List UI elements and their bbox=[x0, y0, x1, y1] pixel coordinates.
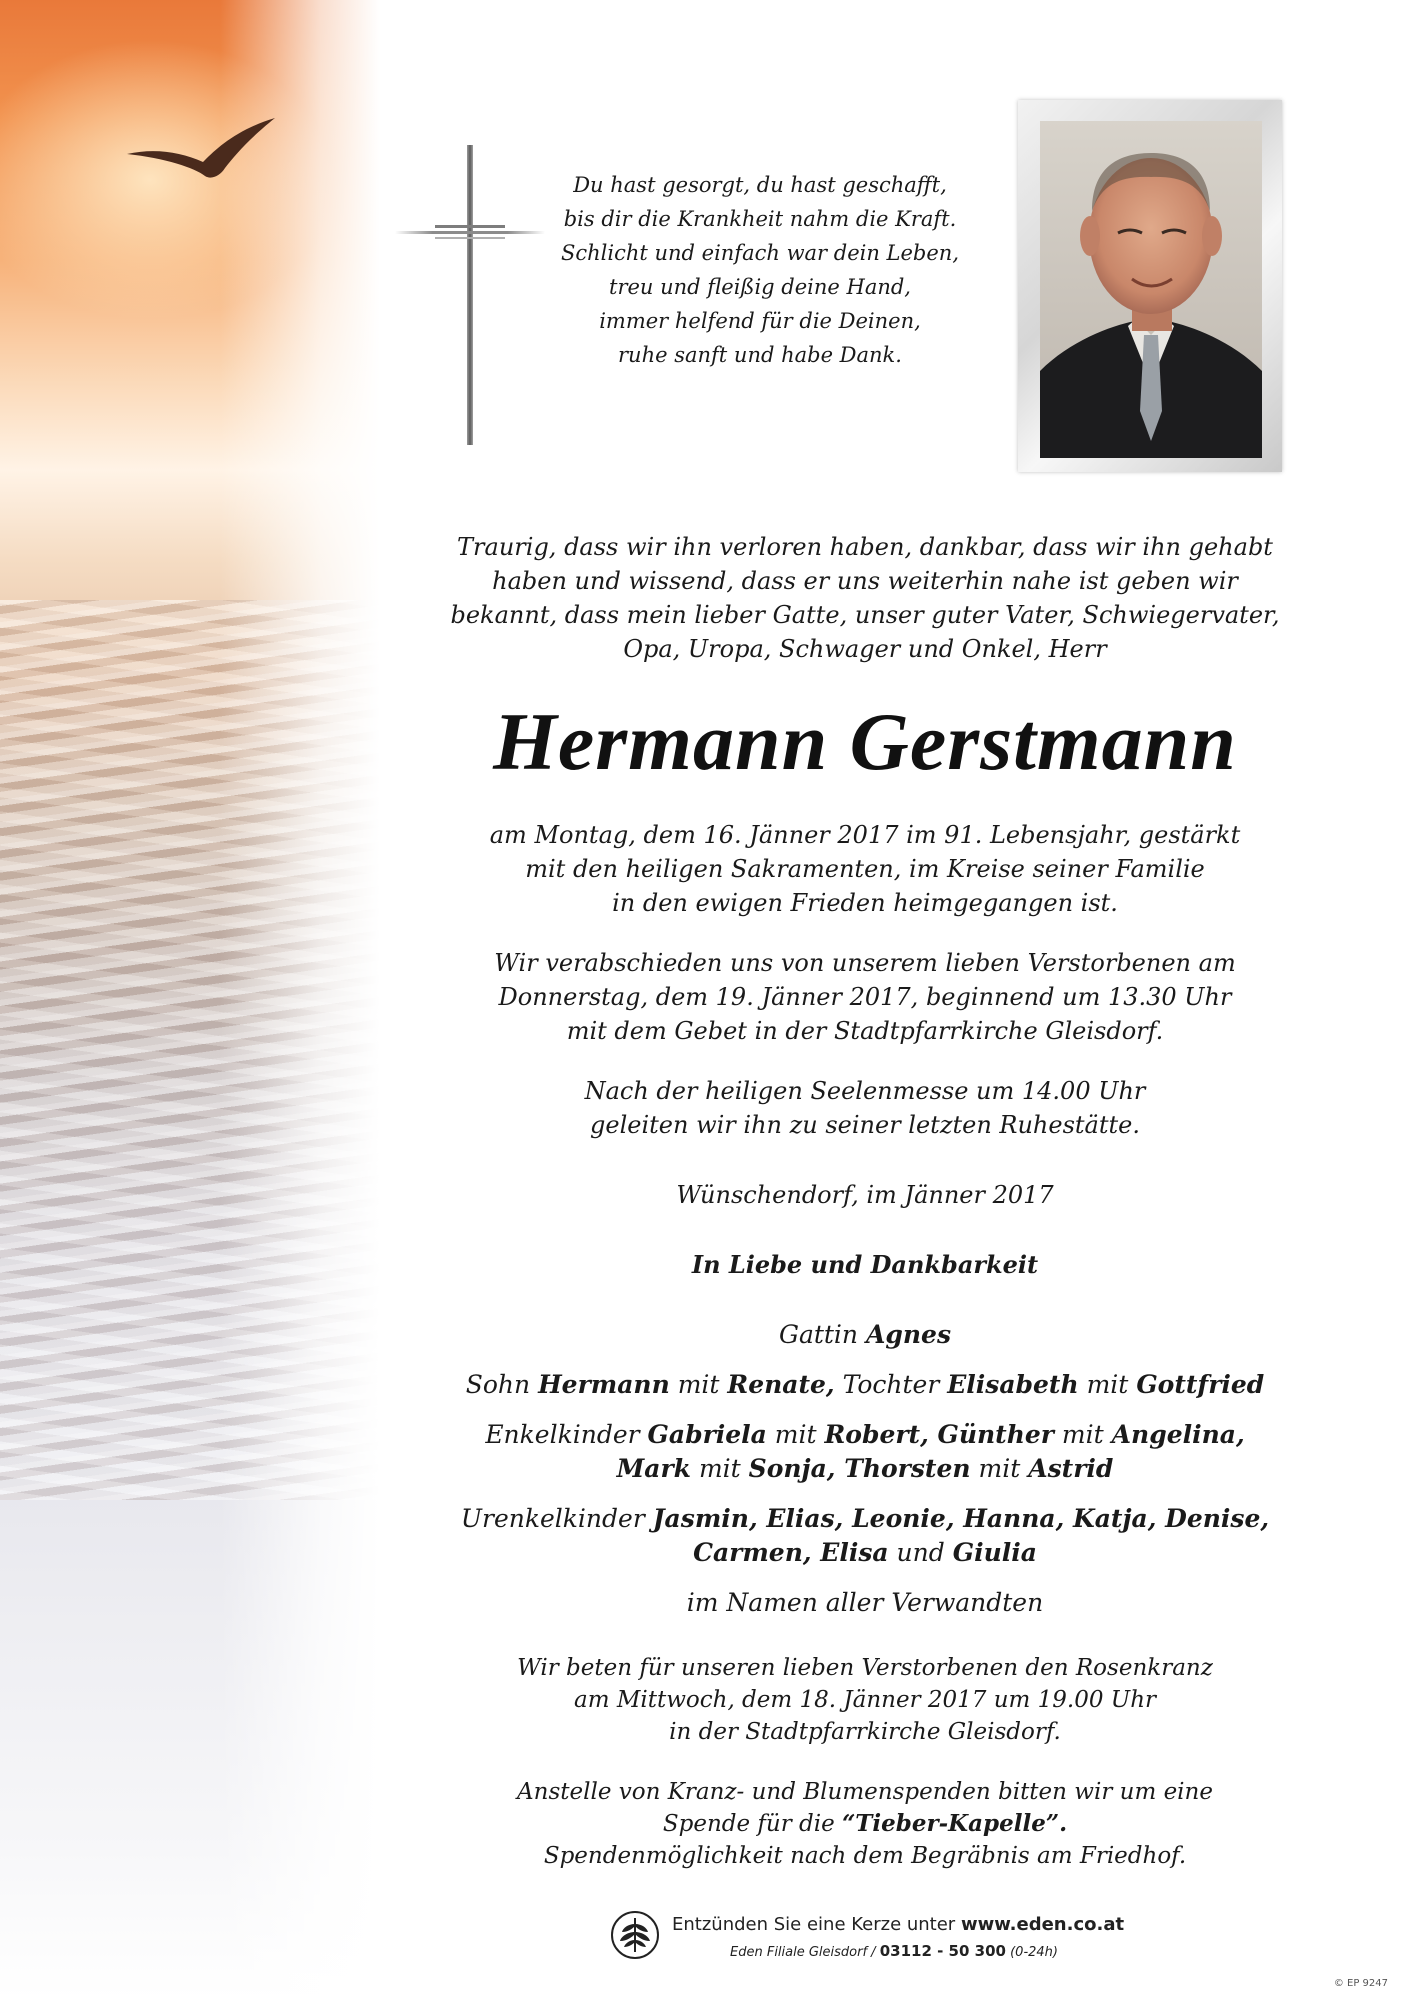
signature-text: mit bbox=[766, 1420, 825, 1449]
signature-name: Renate, bbox=[727, 1370, 835, 1399]
signature-name: Elisabeth bbox=[947, 1370, 1079, 1399]
farewell-line: Donnerstag, dem 19. Jänner 2017, beginnend um 13.30 Uhr bbox=[498, 983, 1232, 1011]
candle-link[interactable] bbox=[672, 1914, 1124, 1935]
burial-text bbox=[420, 1074, 1310, 1142]
decorative-background bbox=[0, 0, 380, 2000]
signature-children bbox=[420, 1368, 1310, 1402]
website-link[interactable]: www.eden.co.at bbox=[960, 1914, 1125, 1935]
poem-line: treu und fleißig deine Hand, bbox=[609, 275, 911, 299]
branch-name: Eden Filiale Gleisdorf / bbox=[730, 1945, 880, 1960]
signature-text: mit bbox=[1053, 1420, 1112, 1449]
burial-line: Nach der heiligen Seelenmesse um 14.00 Uhr bbox=[584, 1077, 1146, 1105]
signature-text: Urenkelkinder bbox=[460, 1504, 653, 1533]
portrait-photo bbox=[1040, 121, 1262, 458]
signature-name: Hermann bbox=[538, 1370, 670, 1399]
signature-text: mit bbox=[669, 1370, 728, 1399]
rosary-line: in der Stadtpfarrkirche Gleisdorf. bbox=[669, 1719, 1061, 1745]
cross-icon bbox=[395, 145, 545, 445]
intro-text bbox=[420, 530, 1310, 666]
signature-text: mit bbox=[1078, 1370, 1137, 1399]
deceased-name: Hermann Gerstmann bbox=[493, 696, 1237, 787]
signature-name: Gottfried bbox=[1136, 1370, 1265, 1399]
rosary-line: am Mittwoch, dem 18. Jänner 2017 um 19.00 Uhr bbox=[573, 1687, 1157, 1713]
intro-line: haben und wissend, dass er uns weiterhin nahe ist geben wir bbox=[492, 567, 1238, 595]
phone-hours: (0-24h) bbox=[1005, 1945, 1058, 1960]
poem-line: Schlicht und einfach war dein Leben, bbox=[560, 241, 960, 265]
signature-relatives: im Namen aller Verwandten bbox=[686, 1588, 1044, 1617]
farewell-line: Wir verabschieden uns von unserem lieben Verstorbenen am bbox=[494, 949, 1236, 977]
intro-line: bekannt, dass mein lieber Gatte, unser guter Vater, Schwiegervater, bbox=[450, 601, 1280, 629]
place-date: Wünschendorf, im Jänner 2017 bbox=[676, 1181, 1054, 1209]
footer bbox=[610, 1910, 1130, 1970]
closing-phrase: In Liebe und Dankbarkeit bbox=[691, 1250, 1039, 1279]
donation-text-part: Spende für die bbox=[662, 1811, 843, 1837]
copyright: © EP 9247 bbox=[1333, 1978, 1388, 1989]
death-notice-line: in den ewigen Frieden heimgegangen ist. bbox=[612, 889, 1118, 917]
signature-text: Gattin bbox=[778, 1320, 866, 1349]
signature-text: und bbox=[888, 1538, 953, 1567]
intro-line: Opa, Uropa, Schwager und Onkel, Herr bbox=[623, 635, 1107, 663]
farewell-line: mit dem Gebet in der Stadtpfarrkirche Gleisdorf. bbox=[566, 1017, 1164, 1045]
signature-name: Carmen, Elisa bbox=[693, 1538, 889, 1567]
signature-great-grandchildren-1 bbox=[420, 1502, 1310, 1536]
intro-line: Traurig, dass wir ihn verloren haben, dankbar, dass wir ihn gehabt bbox=[457, 533, 1273, 561]
donation-line: Anstelle von Kranz- und Blumenspenden bitten wir um eine bbox=[517, 1779, 1213, 1805]
death-notice bbox=[420, 818, 1310, 920]
signature-name: Gabriela bbox=[647, 1420, 767, 1449]
poem-line: bis dir die Krankheit nahm die Kraft. bbox=[563, 207, 957, 231]
signature-name: Giulia bbox=[952, 1538, 1037, 1567]
signature-name: Agnes bbox=[865, 1320, 952, 1349]
bird-icon bbox=[125, 110, 295, 190]
donation-line: Spendenmöglichkeit nach dem Begräbnis am Friedhof. bbox=[543, 1843, 1187, 1869]
signature-grandchildren-1 bbox=[420, 1418, 1310, 1452]
signature-text: Sohn bbox=[465, 1370, 539, 1399]
death-notice-line: am Montag, dem 16. Jänner 2017 im 91. Lebensjahr, gestärkt bbox=[489, 821, 1241, 849]
signature-name: Sonja, Thorsten bbox=[748, 1454, 971, 1483]
farewell-text bbox=[420, 946, 1310, 1048]
candle-text: Entzünden Sie eine Kerze unter bbox=[672, 1914, 961, 1935]
poem-line: Du hast gesorgt, du hast geschafft, bbox=[573, 173, 947, 197]
signature-name: Jasmin, Elias, Leonie, Hanna, Katja, Denise, bbox=[652, 1504, 1270, 1533]
burial-line: geleiten wir ihn zu seiner letzten Ruhestätte. bbox=[590, 1111, 1140, 1139]
chapel-name: “Tieber-Kapelle”. bbox=[842, 1810, 1068, 1837]
portrait-image bbox=[1040, 121, 1262, 458]
rosary-line: Wir beten für unseren lieben Verstorbenen den Rosenkranz bbox=[517, 1655, 1213, 1681]
signature-name: Robert, Günther bbox=[824, 1420, 1054, 1449]
background-fade bbox=[0, 0, 380, 2000]
donation-line bbox=[420, 1808, 1310, 1840]
phone-number: 03112 - 50 300 bbox=[879, 1942, 1006, 1960]
rosary-text bbox=[420, 1652, 1310, 1748]
signature-text: mit bbox=[691, 1454, 749, 1483]
signature-great-grandchildren-2 bbox=[420, 1536, 1310, 1570]
poem-line: immer helfend für die Deinen, bbox=[599, 309, 921, 333]
poem-line: ruhe sanft und habe Dank. bbox=[618, 343, 902, 367]
signature-name: Mark bbox=[616, 1454, 691, 1483]
branch-info bbox=[730, 1942, 1058, 1960]
signature-name: Angelina, bbox=[1111, 1420, 1245, 1449]
signature-text: Enkelkinder bbox=[485, 1420, 648, 1449]
death-notice-line: mit den heiligen Sakramenten, im Kreise seiner Familie bbox=[525, 855, 1205, 883]
signature-name: Astrid bbox=[1028, 1454, 1114, 1483]
signature-text: Tochter bbox=[834, 1370, 948, 1399]
tree-icon bbox=[610, 1910, 660, 1960]
poem bbox=[540, 168, 980, 372]
signature-text: mit bbox=[970, 1454, 1029, 1483]
signature-wife bbox=[420, 1318, 1310, 1352]
donation-text bbox=[420, 1776, 1310, 1872]
signature-grandchildren-2 bbox=[420, 1452, 1310, 1486]
